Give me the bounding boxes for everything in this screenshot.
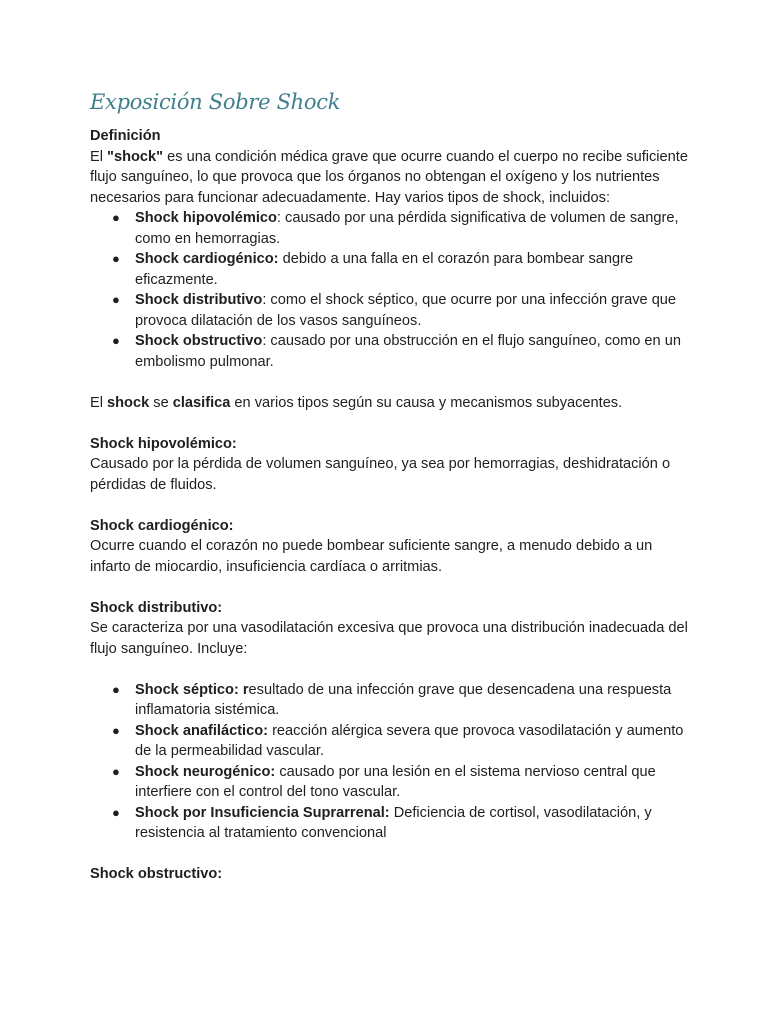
list-item: [90, 803, 690, 844]
document-page: [90, 88, 690, 885]
hipovolemico-paragraph: Causado por la pérdida de volumen sanguíneo, ya sea por hemorragias, deshidratación o pérdidas de fluidos.: [90, 456, 671, 493]
spacer: [90, 659, 690, 680]
bullet-icon: ●: [112, 681, 120, 697]
list-item: [90, 208, 690, 249]
list-item: [90, 290, 690, 331]
list-item-term: Shock hipovolémico: [135, 210, 277, 226]
classification-bold-2: clasifica: [172, 394, 231, 411]
list-item-term: Shock anafiláctico:: [135, 722, 269, 739]
list-item-text: debido a una falla en el corazón para bombear sangre eficazmente.: [135, 251, 634, 288]
list-item: [90, 762, 690, 803]
classification-text-1: El: [90, 394, 108, 411]
classification-text-3: en varios tipos según su causa y mecanismos subyacentes.: [230, 394, 623, 411]
list-item-text: esultado de una infección grave que desencadena una respuesta inflamatoria sistémica.: [135, 681, 672, 718]
shock-types-list: [90, 208, 690, 372]
list-item-term: Shock neurogénico:: [135, 763, 276, 780]
spacer: [90, 577, 690, 598]
list-item-term: Shock séptico: r: [135, 681, 249, 698]
spacer: [90, 495, 690, 516]
definition-heading: Definición: [90, 128, 161, 144]
distributivo-heading: Shock distributivo:: [90, 599, 223, 616]
list-item-text: : causado por una obstrucción en el flujo sanguíneo, como en un embolismo pulmonar.: [135, 333, 681, 370]
list-item-text: : como el shock séptico, que ocurre por una infección grave que provoca dilatación de los vasos sanguíneos.: [135, 292, 677, 329]
classification-bold-1: shock: [107, 394, 150, 411]
list-item: [90, 249, 690, 290]
bullet-icon: ●: [112, 251, 120, 266]
definition-intro-post: es una condición médica grave que ocurre cuando el cuerpo no recibe suficiente flujo sanguíneo, lo que provoca que los órganos no obtengan el oxígeno y los nutrientes necesarios para funcionar adecuadamente. Hay varios tipos de shock, incluidos:: [90, 148, 688, 206]
classification-paragraph: [90, 393, 690, 414]
bullet-icon: ●: [112, 210, 120, 225]
spacer: [90, 844, 690, 865]
bullet-icon: ●: [112, 804, 120, 820]
obstructivo-heading: Shock obstructivo:: [90, 866, 223, 882]
distributivo-subtypes-list: [90, 680, 690, 844]
bullet-icon: ●: [112, 292, 120, 307]
bullet-icon: ●: [112, 722, 120, 738]
list-item-term: Shock por Insuficiencia Suprarrenal:: [135, 804, 390, 821]
list-item-term: Shock distributivo: [135, 292, 263, 308]
list-item: [90, 680, 690, 721]
document-title: Exposición Sobre Shock: [90, 90, 341, 114]
distributivo-paragraph: Se caracteriza por una vasodilatación excesiva que provoca una distribución inadecuada del flujo sanguíneo. Incluye:: [90, 620, 688, 657]
list-item-text: : causado por una pérdida significativa de volumen de sangre, como en hemorragias.: [135, 210, 679, 247]
list-item-text: Deficiencia de cortisol, vasodilatación, y resistencia al tratamiento convencional: [135, 804, 652, 841]
list-item-term: Shock obstructivo: [135, 333, 263, 349]
list-item-term: Shock cardiogénico:: [135, 251, 279, 267]
classification-text-2: se: [149, 394, 173, 411]
cardiogenico-paragraph: Ocurre cuando el corazón no puede bombear suficiente sangre, a menudo debido a un infarto de miocardio, insuficiencia cardíaca o arritmias.: [90, 538, 653, 575]
bullet-icon: ●: [112, 763, 120, 779]
list-item: [90, 721, 690, 762]
list-item: [90, 331, 690, 372]
cardiogenico-heading: Shock cardiogénico:: [90, 517, 234, 534]
spacer: [90, 372, 690, 393]
spacer: [90, 413, 690, 434]
hipovolemico-heading: Shock hipovolémico:: [90, 435, 237, 452]
definition-intro-pre: El: [90, 148, 108, 165]
list-item-text: reacción alérgica severa que provoca vasodilatación y aumento de la permeabilidad vascular.: [135, 722, 684, 759]
list-item-text: causado por una lesión en el sistema nervioso central que interfiere con el control del tono vascular.: [135, 763, 656, 800]
bullet-icon: ●: [112, 333, 120, 348]
definition-paragraph: [90, 147, 690, 209]
definition-intro-bold: "shock": [107, 148, 164, 165]
